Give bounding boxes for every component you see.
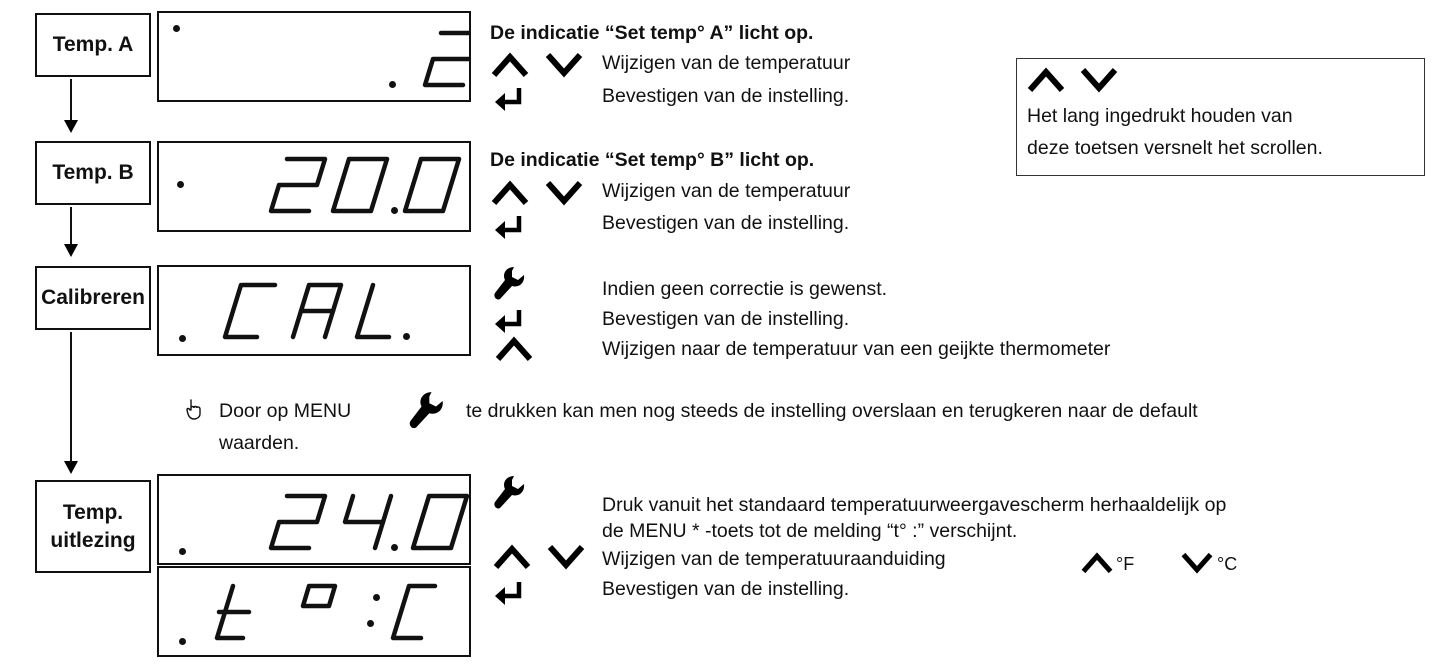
chevron-up-icon (490, 180, 530, 206)
chevron-down-icon (546, 544, 586, 570)
unit-c-label: °C (1217, 554, 1238, 574)
section-readout-line2: de MENU * -toets tot de melding “t° :” verschijnt. (602, 520, 1018, 542)
section-b-change-text: Wijzigen van de temperatuur (602, 180, 851, 202)
lcd-temp-b-segments (159, 143, 471, 232)
lcd-unit-colon-top (373, 594, 380, 601)
lcd-readout-decimal (391, 544, 398, 551)
enter-icon (494, 86, 524, 112)
flow-arrow-cal-readout (63, 459, 79, 475)
lcd-readout-segments (159, 476, 471, 565)
chevron-down-icon (544, 52, 584, 78)
flow-arrow-b-cal (63, 242, 79, 258)
flow-line-cal-readout (70, 332, 72, 462)
note-text-part2: te drukken kan men nog steeds de instelling overslaan en terugkeren naar de default (466, 400, 1198, 422)
flow-arrow-a-b (63, 118, 79, 134)
tip-line1: Het lang ingedrukt houden van (1027, 105, 1293, 127)
step-readout-label (50, 499, 135, 554)
chevron-up-icon (492, 544, 532, 570)
lcd-temp-b-decimal (391, 207, 398, 214)
wrench-icon (493, 475, 525, 511)
section-cal-change-text: Wijzigen naar de temperatuur van een geijkte thermometer (602, 338, 1111, 360)
section-readout-line1: Druk vanuit het standaard temperatuurweergavescherm herhaaldelijk op (602, 494, 1227, 516)
lcd-temp-a-segments (159, 13, 471, 102)
section-readout-confirm-text: Bevestigen van de instelling. (602, 578, 850, 600)
lcd-calibrate-segments (159, 267, 471, 356)
chevron-down-icon (1180, 552, 1214, 574)
step-calibrate-label: Calibreren (41, 286, 145, 310)
chevron-down-icon (1079, 67, 1119, 93)
chevron-down-icon (544, 180, 584, 206)
flow-line-a-b (70, 79, 72, 123)
section-a-heading: De indicatie “Set temp° A” licht op. (490, 22, 814, 44)
step-temp-b (35, 141, 151, 205)
enter-icon (494, 308, 524, 334)
step-readout (35, 480, 151, 573)
chevron-up-icon (494, 336, 534, 362)
lcd-calibrate (157, 265, 471, 356)
step-calibrate (35, 266, 151, 330)
enter-icon (494, 214, 524, 240)
step-temp-a-label: Temp. A (52, 33, 134, 57)
wrench-icon (407, 391, 445, 431)
step-readout-line1: Temp. (62, 501, 124, 525)
lcd-unit-segments (159, 568, 471, 657)
note-text-part3: waarden. (219, 432, 300, 454)
unit-f-label: °F (1116, 554, 1135, 574)
section-a-confirm-text: Bevestigen van de instelling. (602, 85, 850, 107)
lcd-unit-colon-bottom (367, 620, 374, 627)
section-readout-change-text: Wijzigen van de temperatuuraanduiding (602, 548, 946, 570)
note-text-part1: Door op MENU (219, 400, 352, 422)
section-cal-confirm-text: Bevestigen van de instelling. (602, 308, 850, 330)
lcd-calibrate-decimal (403, 333, 410, 340)
flow-line-b-cal (70, 207, 72, 247)
pointing-hand-icon (186, 398, 204, 420)
enter-icon (494, 580, 524, 606)
lcd-unit (157, 566, 471, 657)
lcd-readout (157, 474, 471, 565)
section-b-confirm-text: Bevestigen van de instelling. (602, 212, 850, 234)
section-a-change-text: Wijzigen van de temperatuur (602, 52, 851, 74)
tip-line2: deze toetsen versnelt het scrollen. (1027, 137, 1323, 159)
lcd-temp-a (157, 11, 471, 102)
step-readout-line2: uitlezing (50, 528, 136, 552)
chevron-up-icon (490, 52, 530, 78)
tip-box (1016, 58, 1425, 176)
wrench-icon (493, 266, 525, 302)
chevron-up-icon (1026, 67, 1066, 93)
step-temp-a (35, 13, 151, 77)
step-temp-b-label: Temp. B (52, 161, 134, 185)
lcd-temp-a-decimal (389, 81, 396, 88)
section-b-heading: De indicatie “Set temp° B” licht op. (490, 149, 815, 171)
section-cal-no-correction-text: Indien geen correctie is gewenst. (602, 278, 888, 300)
chevron-up-icon (1080, 552, 1114, 574)
lcd-temp-b (157, 141, 471, 232)
